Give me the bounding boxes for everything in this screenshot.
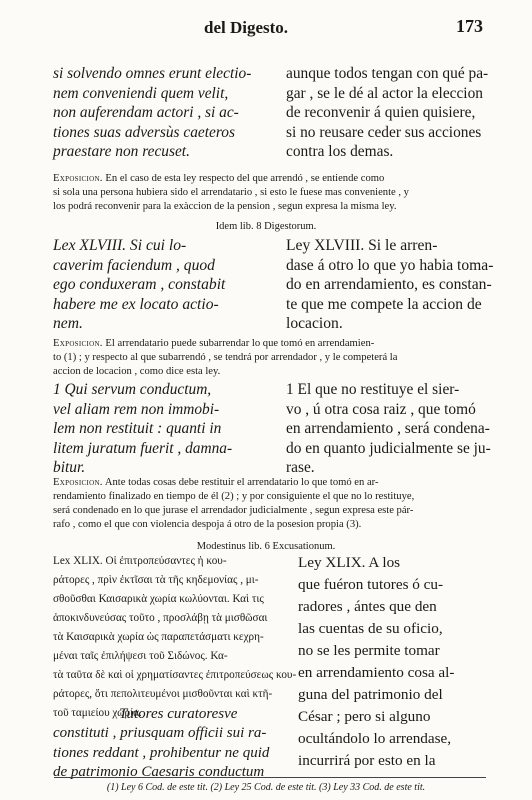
text-line: tiones suas adversùs caeteros	[53, 123, 235, 141]
text-line: Ante todas cosas debe restituir el arrendatario lo que tomó en ar-	[104, 477, 379, 488]
text-line: Lex XLIX. Οἱ ἐπιτροπεύσαντες ἡ κου-	[53, 555, 227, 567]
text-line: las cuentas de su oficio,	[298, 620, 443, 637]
text-line: ράτορες , πρὶν ἐκτῖσαι τὰ τῆς κηδεμονίας , μι-	[53, 574, 259, 586]
running-header: del Digesto.	[204, 18, 289, 37]
text-line: radores , ántes que den	[298, 598, 437, 615]
exposition-label: Exposicion.	[53, 477, 103, 488]
lex49-spanish	[298, 552, 498, 772]
text-line: caverim faciendum , quod	[53, 256, 215, 274]
text-line: en arrendamiento , será condena-	[286, 420, 490, 438]
text-line: τοῦ ταμιείου χωρία.	[53, 707, 142, 719]
text-line: te que me compete la accion de	[286, 295, 482, 313]
text-line: rase.	[286, 459, 315, 477]
text-line: César ; pero si alguno	[298, 708, 431, 725]
text-line: constituti , priusquam officii sui ra-	[53, 725, 267, 742]
text-line: σθοῦσθαι Καισαρικὰ χωρία κωλύονται. Καὶ τις	[53, 593, 264, 605]
text-line: En el caso de esta ley respecto del que arrendó , se entiende como	[105, 173, 385, 184]
footnotes: (1) Ley 6 Cod. de este tit. (2) Ley 25 Cod. de este tit. (3) Ley 33 Cod. de este tit.	[106, 782, 426, 793]
text-line: dase á otro lo que yo habia toma-	[286, 256, 494, 274]
text-line: accion de locacion , como dice esta ley.	[53, 366, 221, 377]
text-line: nem.	[53, 315, 83, 333]
text-line: de patrimonio Caesaris conductum	[53, 764, 265, 781]
text-line: El arrendatario puede subarrendar lo que tomó en arrendamien-	[105, 338, 375, 349]
text-line: lem non restituit : quanti in	[53, 420, 222, 438]
exposition-1	[53, 172, 487, 214]
text-line: guna del patrimonio del	[298, 686, 443, 703]
text-line: ego conduxeram , constabit	[53, 276, 226, 294]
text-line: non auferendam actori , si ac-	[53, 104, 239, 122]
text-line: praestare non recuset.	[53, 143, 190, 161]
text-line: 1 Qui servum conductum,	[53, 381, 212, 398]
source-heading-idem: Idem lib. 8 Digestorum.	[215, 221, 317, 232]
exposition-label: Exposicion.	[53, 338, 103, 349]
text-line: bitur.	[53, 459, 86, 477]
text-line: no se les permite tomar	[298, 642, 440, 659]
text-line: Ley XLIX. A los	[298, 554, 401, 571]
text-line: vo , ú otra cosa raiz , que tomó	[286, 400, 476, 418]
text-line: en arrendamiento cosa al-	[298, 664, 455, 681]
text-line: 1 El que no restituye el sier-	[286, 381, 460, 398]
text-line: gar , se le dé al actor la eleccion	[286, 84, 483, 102]
text-line: τὰ Καισαρικὰ χωρία ὡς παραπετάσματι κεχρη-	[53, 631, 264, 643]
text-line: μέναι ταῖς ἐπιλήψεσι τοῦ Σιδώνος. Κα-	[53, 650, 228, 662]
exposition-2	[53, 337, 487, 379]
text-line: aunque todos tengan con qué pa-	[286, 65, 489, 82]
text-line: contra los demas.	[286, 143, 394, 161]
text-line: litem juratum fuerit , damna-	[53, 439, 233, 457]
text-line: Tutores curatoresve	[119, 706, 238, 722]
footnote-rule	[54, 777, 486, 778]
text-line: incurrirá por esto en la	[298, 752, 436, 769]
lex48-latin	[53, 236, 285, 334]
text-line: τὰ ταῦτα δὲ καὶ οἱ χρηματίσαντες ἐπιτροπεύσεως κου-	[53, 669, 297, 681]
top-spanish-column	[286, 64, 496, 162]
text-line: tiones reddant , prohibentur ne quid	[53, 744, 270, 761]
text-line: nem conveniendi quem velit,	[53, 84, 229, 102]
page-number: 173	[456, 16, 483, 36]
section-1-spanish	[286, 380, 498, 478]
text-line: Lex XLVIII. Si cui lo-	[53, 237, 187, 254]
exposition-label: Exposicion.	[53, 173, 103, 184]
top-latin-column	[53, 64, 283, 162]
source-heading-modestinus: Modestinus lib. 6 Excusationum.	[196, 541, 336, 552]
text-line: to (1) ; y respecto al que subarrendó , se tendrá por arrendador , y le competerá la	[53, 352, 398, 363]
text-line: do en arrendamiento, es constan-	[286, 276, 492, 294]
text-line: si sola una persona hubiera sido el arrendatario , si esto le fuese mas conveniente , y	[53, 187, 409, 198]
text-line: de reconvenir á quien quisiere,	[286, 104, 476, 122]
text-line: rendamiento finalizado en tiempo de él (2) ; y por consiguiente el que no lo restituye,	[53, 491, 415, 502]
text-line: que fuéron tutores ó cu-	[298, 576, 444, 593]
lex49-greek	[53, 552, 297, 723]
text-line: los podrá reconvenir para la exàccion de la pension , segun expresa la misma ley.	[53, 201, 397, 212]
text-line: vel aliam rem non immobi-	[53, 400, 220, 418]
text-line: si no reusare ceder sus acciones	[286, 123, 482, 141]
text-line: do en quanto judicialmente se ju-	[286, 439, 491, 457]
text-line: será condenado en lo que jurase el arrendador judicialmente , segun expresa este pár-	[53, 505, 414, 516]
exposition-3	[53, 476, 487, 532]
text-line: locacion.	[286, 315, 343, 333]
text-line: Ley XLVIII. Si le arren-	[286, 237, 438, 254]
text-line: rafo , como el que con violencia despoja á otro de la posesion propia (3).	[53, 519, 362, 530]
text-line: ocultándolo lo arrendase,	[298, 730, 452, 747]
text-line: ἀποκινδυνεύσας τοῦτο , προσλάβῃ τὰ μισθῶσαι	[53, 612, 268, 624]
section-1-latin	[53, 380, 285, 478]
lex48-spanish	[286, 236, 498, 334]
text-line: ράτορες, ὅτι πεπολιτευμένοι μισθοῦνται καὶ κτῆ-	[53, 688, 273, 700]
text-line: si solvendo omnes erunt electio-	[53, 65, 252, 82]
lex49-latin	[53, 705, 291, 783]
text-line: habere me ex locato actio-	[53, 295, 219, 313]
